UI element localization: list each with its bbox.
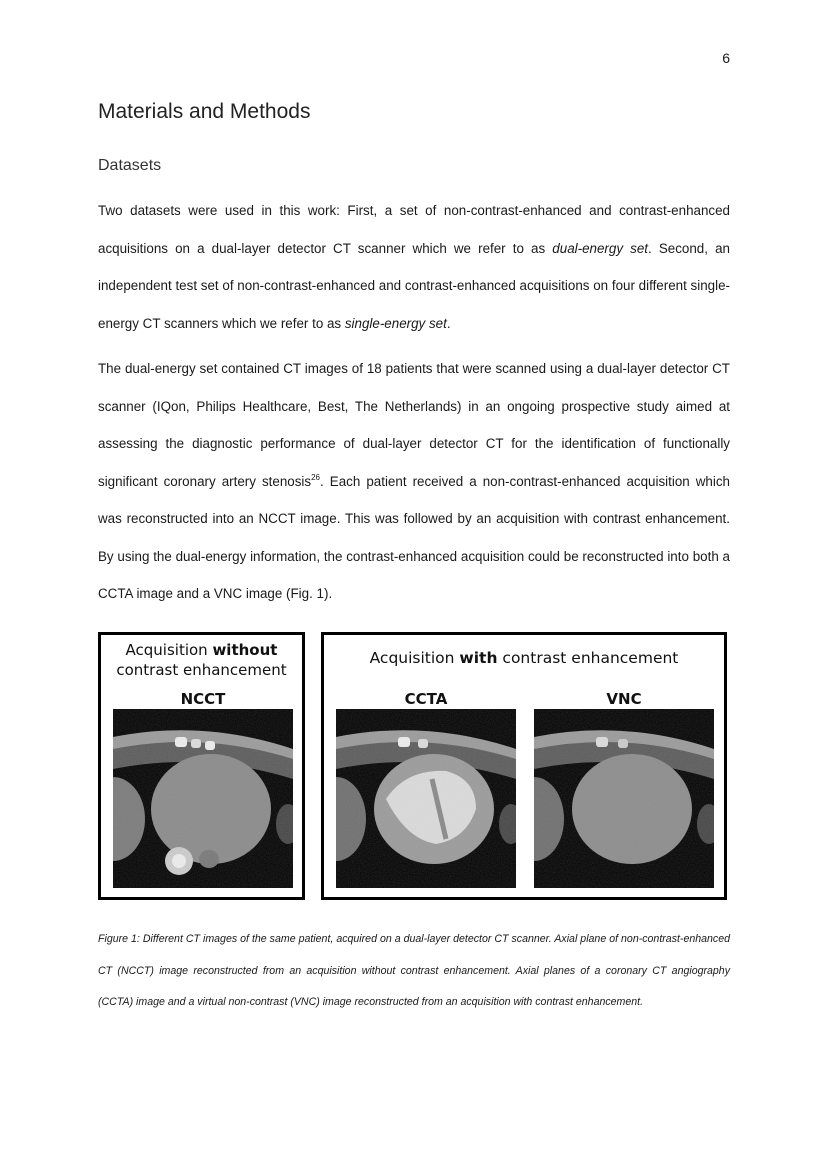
panel-title-without-contrast — [101, 640, 302, 680]
page-number: 6 — [722, 50, 730, 66]
panel-title-emphasis: without — [212, 641, 278, 659]
paragraph-text: Two datasets were used in this work: First, a set of non-contrast-enhanced and contrast-enhanced acquisitions on a dual-layer detector CT scanner which we refer to as — [98, 203, 730, 256]
emphasis-dual-energy-set: dual-energy set — [552, 240, 648, 256]
figure-caption: Figure 1: Different CT images of the same patient, acquired on a dual-layer detector CT scanner. Axial plane of non-contrast-enhanced CT (NCCT) image reconstructed from an acquisition without contrast enhancement. Axial planes of a coronary CT angiography (CCTA) image and a virtual non-contrast (VNC) image reconstructed from an acquisition with contrast enhancement. — [98, 933, 730, 1009]
image-label-vnc: VNC — [606, 690, 642, 708]
paragraph-text: The dual-energy set contained CT images of 18 patients that were scanned using a dual-layer detector CT scanner (IQon, Philips Healthcare, Best, The Netherlands) in an ongoing prospective study aimed at assessing the diagnostic performance of dual-layer detector CT for the identification of functionally significant coronary artery stenosis — [98, 361, 730, 489]
panel-title-text: contrast enhancement — [497, 649, 679, 667]
panel-title-text: Acquisition — [369, 649, 460, 667]
image-label-ncct: NCCT — [180, 690, 226, 708]
subsection-title: Datasets — [98, 157, 162, 174]
ncct-image — [113, 709, 293, 888]
panel-title-text: contrast enhancement — [116, 661, 287, 679]
paragraph-text: . Second, an independent test set of non-contrast-enhanced and contrast-enhanced acquisitions on four different single-energy CT scanners which we refer to as — [98, 240, 730, 331]
emphasis-single-energy-set: single-energy set — [344, 315, 447, 331]
panel-title-emphasis: with — [459, 649, 498, 667]
vnc-image — [534, 709, 714, 888]
section-title: Materials and Methods — [98, 100, 311, 123]
paragraph-text: . — [446, 315, 451, 331]
ccta-image — [336, 709, 516, 888]
reference-superscript: 26 — [311, 472, 321, 482]
figure-panel-with-contrast — [321, 632, 727, 900]
panel-title-with-contrast — [324, 649, 724, 667]
paragraph-dual-energy-set — [98, 350, 730, 613]
figure-panel-without-contrast — [98, 632, 305, 900]
paragraph-datasets-overview — [98, 192, 730, 342]
image-label-ccta: CCTA — [404, 690, 448, 708]
panel-title-text: Acquisition — [125, 641, 213, 659]
paragraph-text: . Each patient received a non-contrast-enhanced acquisition which was reconstructed into an NCCT image. This was followed by an acquisition with contrast enhancement. By using the dual-energy information, the contrast-enhanced acquisition could be reconstructed into both a CCTA image and a VNC image (Fig. 1). — [98, 473, 731, 601]
